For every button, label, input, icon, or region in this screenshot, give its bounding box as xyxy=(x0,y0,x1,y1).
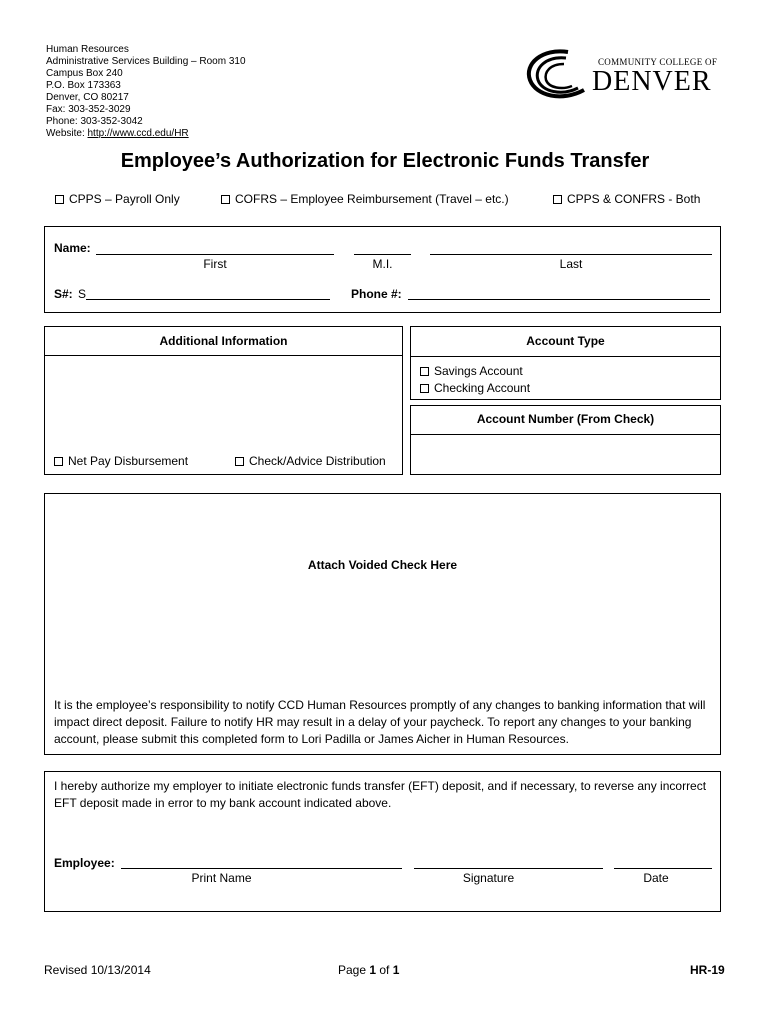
account-type-title: Account Type xyxy=(526,334,605,348)
attach-check-label: Attach Voided Check Here xyxy=(307,558,458,572)
option-both-label: CPPS & CONFRS - Both xyxy=(567,192,701,206)
print-name-caption: Print Name xyxy=(191,871,252,885)
first-name-field[interactable] xyxy=(96,254,334,255)
website-line xyxy=(46,128,246,140)
option-both[interactable] xyxy=(553,192,700,206)
option-cofrs-label: COFRS – Employee Reimbursement (Travel – etc.) xyxy=(235,192,509,206)
address-line: P.O. Box 173363 xyxy=(46,80,121,91)
checking-label: Checking Account xyxy=(434,381,531,395)
form-title: Employee’s Authorization for Electronic Funds Transfer xyxy=(120,150,650,172)
page-number xyxy=(338,963,399,977)
last-caption: Last xyxy=(559,257,583,271)
address-line: Phone: 303-352-3042 xyxy=(46,116,143,127)
page-of: of xyxy=(376,963,393,977)
option-cpps-label: CPPS – Payroll Only xyxy=(69,192,180,206)
mi-caption: M.I. xyxy=(372,257,393,271)
logo-small-text: COMMUNITY COLLEGE OF xyxy=(598,57,718,67)
revised-date: Revised 10/13/2014 xyxy=(44,963,151,977)
website-label: Website: xyxy=(46,128,88,139)
checkbox-icon[interactable] xyxy=(54,457,63,466)
option-cofrs[interactable] xyxy=(221,192,509,206)
check-advice-option[interactable] xyxy=(235,454,386,468)
website-link[interactable]: http://www.ccd.edu/HR xyxy=(87,128,189,139)
checkbox-icon[interactable] xyxy=(235,457,244,466)
snum-field[interactable] xyxy=(86,299,330,300)
option-cpps[interactable] xyxy=(55,192,180,206)
checkbox-icon[interactable] xyxy=(420,367,429,376)
savings-label: Savings Account xyxy=(434,364,523,378)
snum-prefix: S xyxy=(78,287,87,301)
check-advice-label: Check/Advice Distribution xyxy=(249,454,386,468)
name-label: Name: xyxy=(54,241,91,255)
print-name-field[interactable] xyxy=(121,868,402,869)
notice-paragraph: It is the employee’s responsibility to notify CCD Human Resources promptly of any changes to banking information that will impact direct deposit. Failure to notify HR may result in a delay of your paycheck. To report any changes to your banking account, please submit this completed form to Lori Padilla or James Aicher in Human Resources. xyxy=(54,698,706,746)
checkbox-icon[interactable] xyxy=(55,195,64,204)
net-pay-option[interactable] xyxy=(54,454,188,468)
additional-info-title: Additional Information xyxy=(159,334,288,348)
address-line: Human Resources xyxy=(46,44,129,55)
address-line: Campus Box 240 xyxy=(46,68,123,79)
phone-label: Phone #: xyxy=(351,287,402,301)
logo-big-text: DENVER xyxy=(592,66,712,97)
hr-address-block xyxy=(46,44,246,140)
ccd-logo xyxy=(522,46,718,102)
date-field[interactable] xyxy=(614,868,712,869)
page-current: 1 xyxy=(369,963,377,977)
net-pay-label: Net Pay Disbursement xyxy=(68,454,189,468)
mi-field[interactable] xyxy=(354,254,411,255)
signature-field[interactable] xyxy=(414,868,603,869)
checkbox-icon[interactable] xyxy=(553,195,562,204)
checking-option[interactable] xyxy=(420,381,530,395)
ccd-swoosh-icon xyxy=(522,46,594,102)
authorization-text: I hereby authorize my employer to initiate electronic funds transfer (EFT) deposit, and if necessary, to reverse any incorrect EFT deposit made in error to my bank account indicated above. xyxy=(54,779,707,810)
address-line: Fax: 303-352-3029 xyxy=(46,104,131,115)
checkbox-icon[interactable] xyxy=(420,384,429,393)
snum-label: S#: xyxy=(54,287,73,301)
first-caption: First xyxy=(203,257,227,271)
address-line: Administrative Services Building – Room 310 xyxy=(46,56,246,67)
account-number-field[interactable] xyxy=(410,434,721,475)
last-name-field[interactable] xyxy=(430,254,712,255)
page-total: 1 xyxy=(392,963,400,977)
employee-label: Employee: xyxy=(54,856,115,870)
signature-caption: Signature xyxy=(462,871,515,885)
form-id: HR-19 xyxy=(690,963,725,977)
checkbox-icon[interactable] xyxy=(221,195,230,204)
savings-option[interactable] xyxy=(420,364,523,378)
account-number-title: Account Number (From Check) xyxy=(476,412,655,426)
page-prefix: Page xyxy=(338,963,370,977)
address-line: Denver, CO 80217 xyxy=(46,92,129,103)
phone-field[interactable] xyxy=(408,299,710,300)
date-caption: Date xyxy=(643,871,669,885)
